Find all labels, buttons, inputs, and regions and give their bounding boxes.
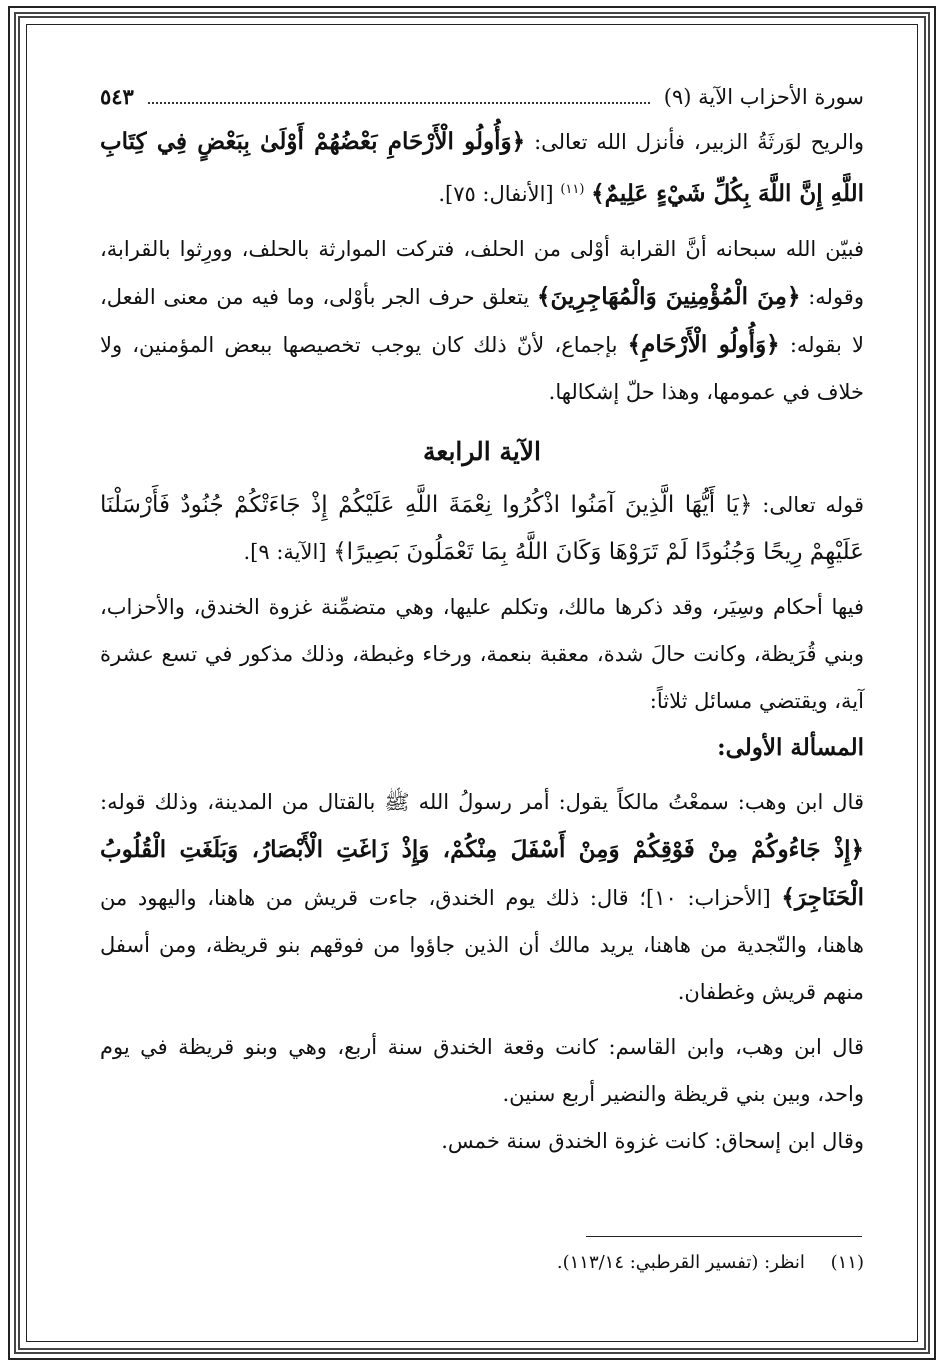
- text-span: يتعلق حرف الجر بأوْلى، وما فيه من معنى الفعل، لا بقوله:: [100, 285, 864, 357]
- text-span: فبيّن الله سبحانه أنَّ القرابة أوْلى من الحلف، فتركت الموارثة بالحلف، وورِثوا بالقرابة، وقوله:: [100, 237, 864, 309]
- header-dots: [148, 102, 650, 104]
- footnote: [100, 1252, 864, 1273]
- paragraph-3: فيها أحكام وسِيَر، وقد ذكرها مالك، وتكلم عليها، وهي متضمِّنة غزوة الخندق، والأحزاب، وبني قُرَيظة، وكانت حالَ شدة، معقبة بنعمة، ورخاء وغبطة، وذلك مذكور في تسع عشرة آية، ويقتضي مسائل ثلاثاً:: [100, 595, 864, 713]
- page-number: ٥٤٣: [100, 84, 134, 109]
- footnote-ref: (١١): [560, 182, 585, 197]
- quran-verse: ﴿وَأُولُو الْأَرْحَامِ﴾: [627, 331, 780, 358]
- paragraph-6: وقال ابن إسحاق: كانت غزوة الخندق سنة خمس.: [441, 1129, 864, 1153]
- footnote-number: (١١): [830, 1252, 864, 1273]
- paragraph-5: قال ابن وهب، وابن القاسم: كانت وقعة الخندق سنة أربع، وهي وبنو قريظة في يوم واحد، وبين بني قريظة والنضير أربع سنين.: [100, 1035, 864, 1106]
- text-span: بإجماع، لأنّ ذلك كان يوجب تخصيصها ببعض المؤمنين، ولا خلاف في عمومها، وهذا حلّ إشكالها.: [100, 333, 864, 404]
- footnote-text: انظر: (تفسير القرطبي: ١١٣/١٤).: [556, 1252, 805, 1273]
- footnote-separator: [586, 1236, 862, 1237]
- page-content: [100, 84, 864, 1165]
- section-title: الآية الرابعة: [423, 437, 541, 466]
- verse-ref: [الآية: ٩].: [243, 540, 327, 564]
- quran-verse: ﴿يَا أَيُّهَا الَّذِينَ آمَنُوا اذْكُرُوا نِعْمَةَ اللَّهِ عَلَيْكُمْ إِذْ جَاءَتْكُمْ جُنُودٌ فَأَرْسَلْنَا عَلَيْهِمْ رِيحًا وَجُنُودًا لَمْ تَرَوْهَا وَكَانَ اللَّهُ بِمَا تَعْمَلُونَ بَصِيرًا﴾: [100, 492, 864, 565]
- quran-verse: ﴿وَأُولُو الْأَرْحَامِ بَعْضُهُمْ أَوْلَىٰ بِبَعْضٍ فِي كِتَابِ اللَّهِ إِنَّ اللَّهَ بِكُلِّ شَيْءٍ عَلِيمٌ﴾: [100, 128, 864, 207]
- quran-verse: ﴿إِذْ جَاءُوكُمْ مِنْ فَوْقِكُمْ وَمِنْ أَسْفَلَ مِنْكُمْ، وَإِذْ زَاغَتِ الْأَبْصَارُ، وَبَلَغَتِ الْقُلُوبُ الْحَنَاجِرَ﴾: [100, 836, 864, 911]
- text-span: [الأحزاب: ١٠]؛ قال: ذلك يوم الخندق، جاءت قريش من هاهنا، واليهود من هاهنا، والنّجدية من هاهنا، يريد مالك أن الذين جاؤوا من فوقهم بنو قريظة، ومن أسفل منهم قريش وغطفان.: [100, 886, 864, 1004]
- masala-title: المسألة الأولى:: [717, 734, 864, 761]
- ayah-paragraph: [100, 482, 864, 576]
- paragraph-1: [100, 118, 864, 218]
- verse-ref: [الأنفال: ٧٥].: [438, 182, 554, 206]
- surah-title: سورة الأحزاب الآية (٩): [663, 85, 864, 109]
- paragraph-2: [100, 226, 864, 416]
- text-span: قوله تعالى:: [762, 493, 864, 517]
- text-span: قال ابن وهب: سمعْتُ مالكاً يقول: أمر رسولُ الله ﷺ بالقتال من المدينة، وذلك قوله:: [100, 790, 864, 814]
- quran-verse: ﴿مِنَ الْمُؤْمِنِينَ وَالْمُهَاجِرِينَ﴾: [536, 283, 801, 310]
- running-header: [100, 84, 864, 118]
- paragraph-4: [100, 779, 864, 1016]
- text-span: والريح لوَرثَةُ الزبير، فأنزل الله تعالى:: [534, 130, 864, 154]
